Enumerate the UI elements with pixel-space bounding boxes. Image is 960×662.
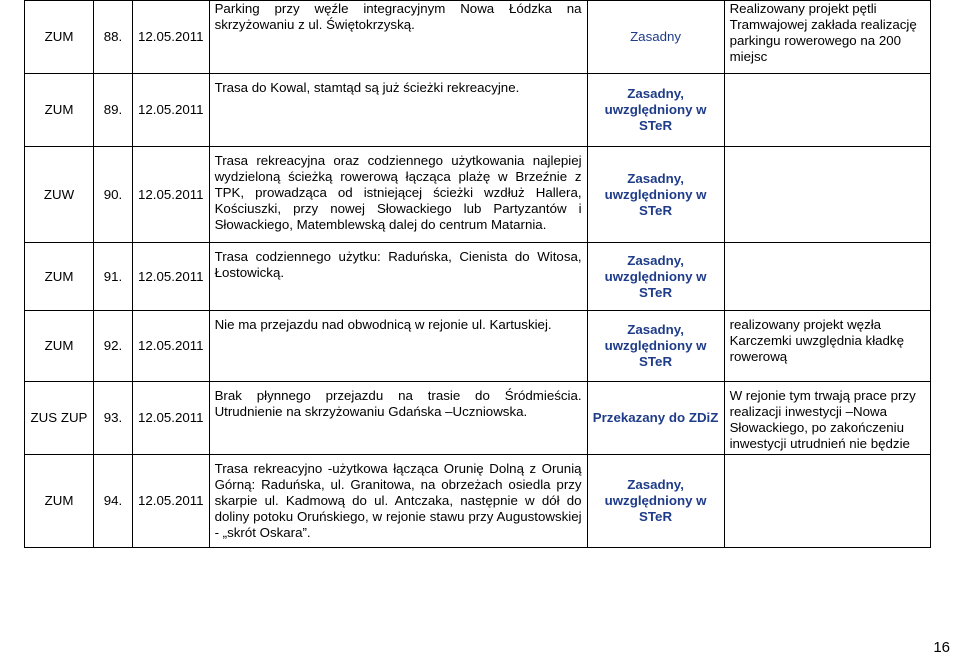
request-date: 12.05.2011 — [133, 382, 210, 455]
request-code: ZUS ZUP — [25, 382, 94, 455]
request-date: 12.05.2011 — [133, 1, 210, 74]
request-number: 91. — [94, 243, 133, 311]
request-status: Zasadny, uwzględniony w STeR — [587, 311, 724, 382]
request-number: 94. — [94, 455, 133, 548]
request-date: 12.05.2011 — [133, 243, 210, 311]
request-description: Brak płynnego przejazdu na trasie do Śródmieścia. Utrudnienie na skrzyżowaniu Gdańska –Uczniowska. — [209, 382, 587, 455]
table-row — [25, 455, 931, 548]
request-number: 90. — [94, 147, 133, 243]
table-row — [25, 243, 931, 311]
table-row — [25, 1, 931, 74]
request-date: 12.05.2011 — [133, 311, 210, 382]
request-status: Zasadny, uwzględniony w STeR — [587, 243, 724, 311]
request-number: 93. — [94, 382, 133, 455]
request-code: ZUM — [25, 311, 94, 382]
request-date: 12.05.2011 — [133, 74, 210, 147]
request-description: Trasa codziennego użytku: Raduńska, Cienista do Witosa, Łostowicką. — [209, 243, 587, 311]
request-description: Trasa rekreacyjno -użytkowa łącząca Orunię Dolną z Orunią Górną: Raduńska, ul. Granitowa, na obrzeżach osiedla przy skarpie ul. Kadmową do ul. Antczaka, następnie w dół do doliny potoku Oruńskiego, w rejonie stawu przy Augustowskiej - „skrót Oskara”. — [209, 455, 587, 548]
table-row — [25, 311, 931, 382]
request-status: Zasadny — [587, 1, 724, 74]
request-note — [724, 455, 930, 548]
request-number: 88. — [94, 1, 133, 74]
request-code: ZUM — [25, 243, 94, 311]
request-number: 89. — [94, 74, 133, 147]
request-status: Zasadny, uwzględniony w STeR — [587, 74, 724, 147]
table-row — [25, 147, 931, 243]
table-row — [25, 382, 931, 455]
request-status: Zasadny, uwzględniony w STeR — [587, 147, 724, 243]
request-status: Przekazany do ZDiZ — [587, 382, 724, 455]
request-description: Trasa do Kowal, stamtąd są już ścieżki rekreacyjne. — [209, 74, 587, 147]
request-note: realizowany projekt węzła Karczemki uwzględnia kładkę rowerową — [724, 311, 930, 382]
request-code: ZUM — [25, 455, 94, 548]
results-table — [24, 0, 931, 548]
request-code: ZUM — [25, 74, 94, 147]
request-description: Trasa rekreacyjna oraz codziennego użytkowania najlepiej wydzieloną ścieżką rowerową łącząca plażę w Brzeźnie z TPK, prowadząca od istniejącej ścieżki wzdłuż Hallera, Kościuszki, przy nowej Słowackiego lub Partyzantów i Słowackiego, Matemblewską dalej do centrum Matarnia. — [209, 147, 587, 243]
request-note — [724, 243, 930, 311]
request-note: Realizowany projekt pętli Tramwajowej zakłada realizację parkingu rowerowego na 200 miejsc — [724, 1, 930, 74]
request-description: Parking przy węźle integracyjnym Nowa Łódzka na skrzyżowaniu z ul. Świętokrzyską. — [209, 1, 587, 74]
request-description: Nie ma przejazdu nad obwodnicą w rejonie ul. Kartuskiej. — [209, 311, 587, 382]
request-note — [724, 74, 930, 147]
request-number: 92. — [94, 311, 133, 382]
request-note — [724, 147, 930, 243]
request-date: 12.05.2011 — [133, 147, 210, 243]
request-code: ZUM — [25, 1, 94, 74]
request-date: 12.05.2011 — [133, 455, 210, 548]
request-note: W rejonie tym trwają prace przy realizacji inwestycji –Nowa Słowackiego, po zakończeniu inwestycji utrudnień nie będzie — [724, 382, 930, 455]
table-row — [25, 74, 931, 147]
request-status: Zasadny, uwzględniony w STeR — [587, 455, 724, 548]
page-number: 16 — [933, 639, 950, 656]
request-code: ZUW — [25, 147, 94, 243]
